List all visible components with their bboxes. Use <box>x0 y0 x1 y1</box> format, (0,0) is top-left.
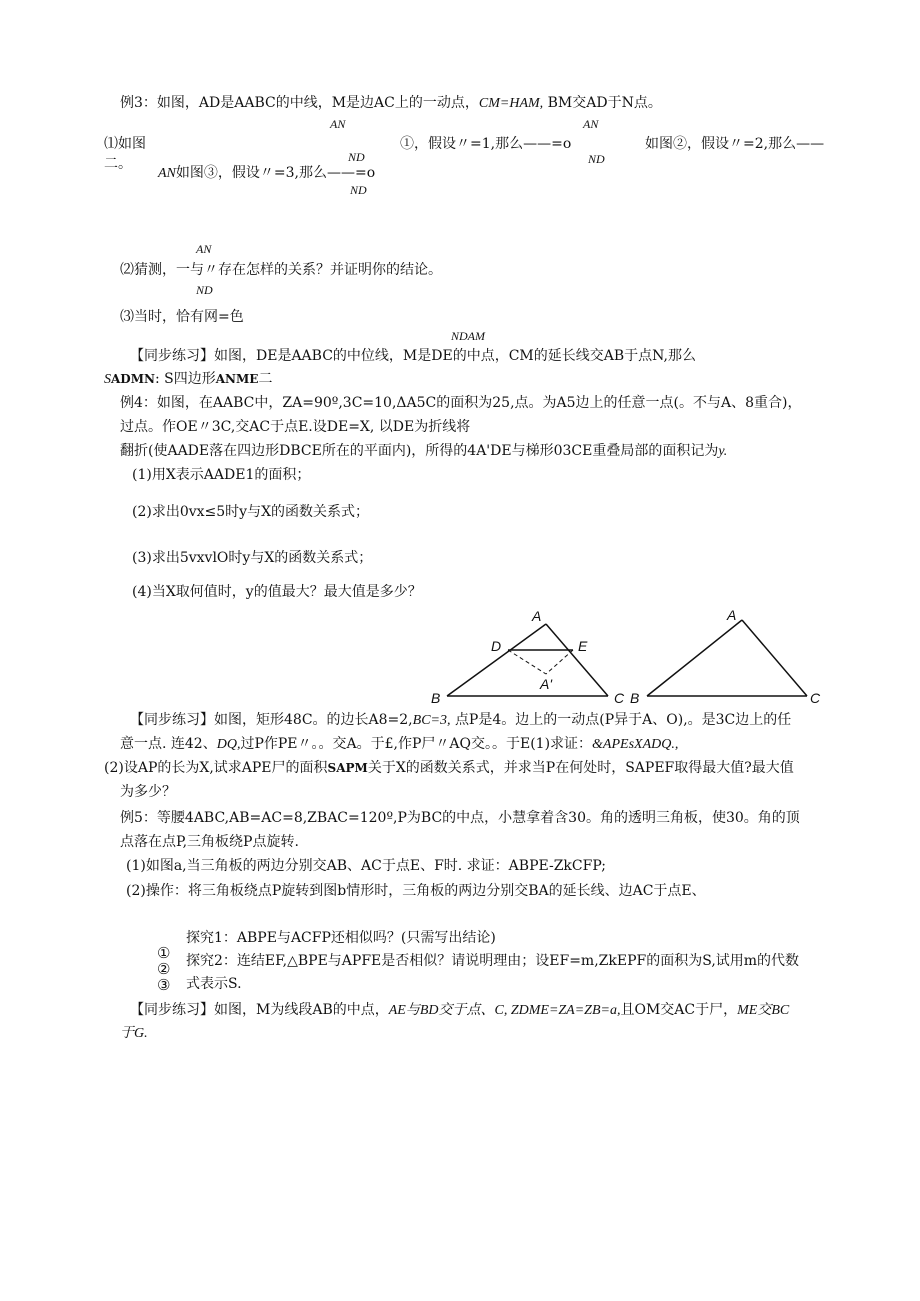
ex3-q1-line3: AN如图③，假设〃=3,那么——=o <box>158 165 376 181</box>
ex4-q3: (3)求出5vxvlO时y与X的函数关系式； <box>132 550 373 566</box>
circled-number-2: ② <box>157 960 171 978</box>
ex4-line1: 例4：如图，在AABC中，ZA=90º,3C=10,ΔA5C的面积为25,点。为A5边上的任意一点(。不与A、8重合)， <box>120 395 802 411</box>
ex3-q1-text2: 如图②，假设〃=2,那么—— <box>645 136 825 152</box>
sync3-line1: 【同步练习】如图，M为线段AB的中点，AE与BD交于点、C, ZDME=ZA=ZB=a,且OM交AC于尸，ME交BC <box>130 1002 790 1018</box>
ex4-q2: (2)求出0vx≤5时y与X的函数关系式； <box>132 504 370 520</box>
frac-ndam: NDAM <box>451 329 485 343</box>
sync1-line1: 【同步练习】如图，DE是AABC的中位线，M是DE的中点，CM的延长线交AB于点N,那么 <box>130 348 696 364</box>
fig1-label-c: C <box>614 690 625 706</box>
sync2-line1: 【同步练习】如图，矩形48C。的边长A8=2,BC=3, 点P是4。边上的一动点(P异于A、O),。是3C边上的任 <box>130 712 792 728</box>
ex3-q1-text1: ①，假设〃=1,那么——=o <box>400 136 572 152</box>
ex4-q4: (4)当X取何值时，y的值最大？最大值是多少？ <box>132 584 422 600</box>
frac-an-1: AN <box>330 117 346 131</box>
ex4-line3: 翻折(使AADE落在四边形DBCE所在的平面内)，所得的4A'DE与梯形03CE重叠局部的面积记为y. <box>120 443 728 459</box>
ex4-q1: (1)用X表示AADE1的面积； <box>132 467 311 483</box>
ex3-q2: ⑵猜测，一与〃存在怎样的关系？并证明你的结论。 <box>120 262 442 278</box>
ex5-line2: 点落在点P,三角板绕P点旋转. <box>120 834 299 850</box>
ex3-q1-head: ⑴如图 <box>104 136 146 152</box>
frac-an-4: AN <box>196 242 212 256</box>
ex5-explore3: 式表示S. <box>186 976 242 992</box>
sync2-line3: (2)设AP的长为X,试求APE尸的面积SAPM关于X的函数关系式，并求当P在何处时，SAPEF取得最大值?最大值 <box>104 760 794 776</box>
sync2-line2: 意一点. 连42、DQ,过P作PE〃。。交A。于£,作P尸〃AQ交。。于E(1)求证：&APEsXADQ., <box>120 736 679 752</box>
fig1-label-b: B <box>431 690 441 706</box>
sync3-line2: 于G. <box>120 1026 148 1041</box>
ex3-q3: ⑶当时，恰有网=色 <box>120 309 244 325</box>
fig2-label-a: A <box>727 607 737 623</box>
fig1-label-d: D <box>491 638 502 654</box>
circled-number-1: ① <box>157 944 171 962</box>
ex5-line1: 例5：等腰4ABC,AB=AC=8,ZBAC=120º,P为BC的中点，小慧拿着含30。角的透明三角板，使30。角的顶 <box>120 810 800 826</box>
ex4-line2: 过点。作OE〃3C,交AC于点E.设DE=X, 以DE为折线将 <box>120 419 471 435</box>
frac-an-2: AN <box>583 117 599 131</box>
ex5-explore1: 探究1：ABPE与ACFP还相似吗？(只需写出结论) <box>186 930 496 946</box>
circled-number-3: ③ <box>157 976 171 994</box>
frac-nd-3: ND <box>350 183 367 197</box>
figure2-triangle <box>630 607 821 706</box>
frac-nd-1: ND <box>348 150 365 164</box>
fig2-label-c: C <box>810 690 821 706</box>
figure1-folded-triangle <box>431 608 625 706</box>
ex3-line1: 例3：如图，AD是AABC的中线，M是边AC上的一动点，CM=HAM, BM交AD于N点。 <box>120 95 662 111</box>
fig2-label-b: B <box>630 690 640 706</box>
sync1-line2: SADMN: S四边形ANME二 <box>104 371 273 387</box>
frac-nd-4: ND <box>196 283 213 297</box>
ex3-q1-cont: 二。 <box>104 156 132 172</box>
ex5-explore2: 探究2：连结EF,△BPE与APFE是否相似？请说明理由；设EF=m,ZkEPF的面积为S,试用m的代数 <box>186 953 800 969</box>
ex5-q2: (2)操作：将三角板绕点P旋转到图b情形时，三角板的两边分别交BA的延长线、边AC于点E、 <box>126 883 706 899</box>
ex5-q1: (1)如图a,当三角板的两边分别交AB、AC于点E、F时. 求证：ABPE-ZkCFP; <box>126 858 606 874</box>
sync2-line4: 为多少？ <box>120 784 176 800</box>
fig1-label-e: E <box>578 638 588 654</box>
frac-nd-2: ND <box>588 152 605 166</box>
fig1-label-a: A <box>532 608 542 624</box>
fig1-label-a-prime: A' <box>540 676 553 692</box>
